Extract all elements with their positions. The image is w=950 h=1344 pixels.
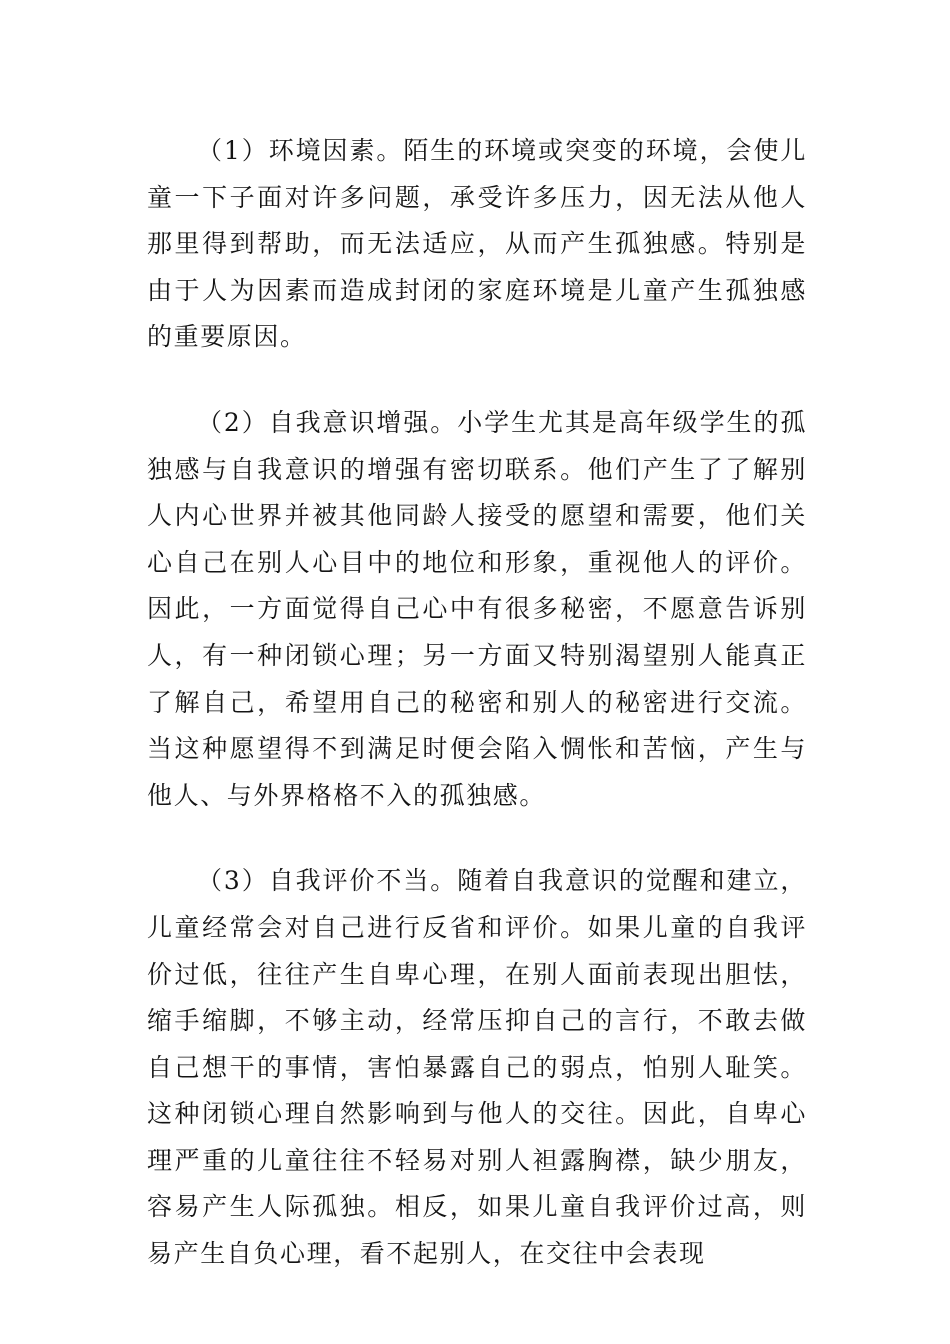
paragraph-environment-factors: （1）环境因素。陌生的环境或突变的环境，会使儿童一下子面对许多问题，承受许多压力，因无法从他人那里得到帮助，而无法适应，从而产生孤独感。特别是由于人为因素而造成封闭的家庭环境是儿童产生孤独感的重要原因。 [147, 136, 807, 352]
document-body [147, 128, 807, 1278]
paragraph-self-awareness: （2）自我意识增强。小学生尤其是高年级学生的孤独感与自我意识的增强有密切联系。他们产生了了解别人内心世界并被其他同龄人接受的愿望和需要，他们关心自己在别人心目中的地位和形象，重视他人的评价。因此，一方面觉得自己心中有很多秘密，不愿意告诉别人，有一种闭锁心理；另一方面又特别渴望别人能真正了解自己，希望用自己的秘密和别人的秘密进行交流。当这种愿望得不到满足时便会陷入惆怅和苦恼，产生与他人、与外界格格不入的孤独感。 [147, 407, 807, 810]
paragraph-self-evaluation: （3）自我评价不当。随着自我意识的觉醒和建立，儿童经常会对自己进行反省和评价。如果儿童的自我评价过低，往往产生自卑心理，在别人面前表现出胆怯，缩手缩脚，不够主动，经常压抑自己的言行，不敢去做自己想干的事情，害怕暴露自己的弱点，怕别人耻笑。这种闭锁心理自然影响到与他人的交往。因此，自卑心理严重的儿童往往不轻易对别人袒露胸襟，缺少朋友，容易产生人际孤独。相反，如果儿童自我评价过高，则易产生自负心理，看不起别人，在交往中会表现 [147, 866, 807, 1269]
